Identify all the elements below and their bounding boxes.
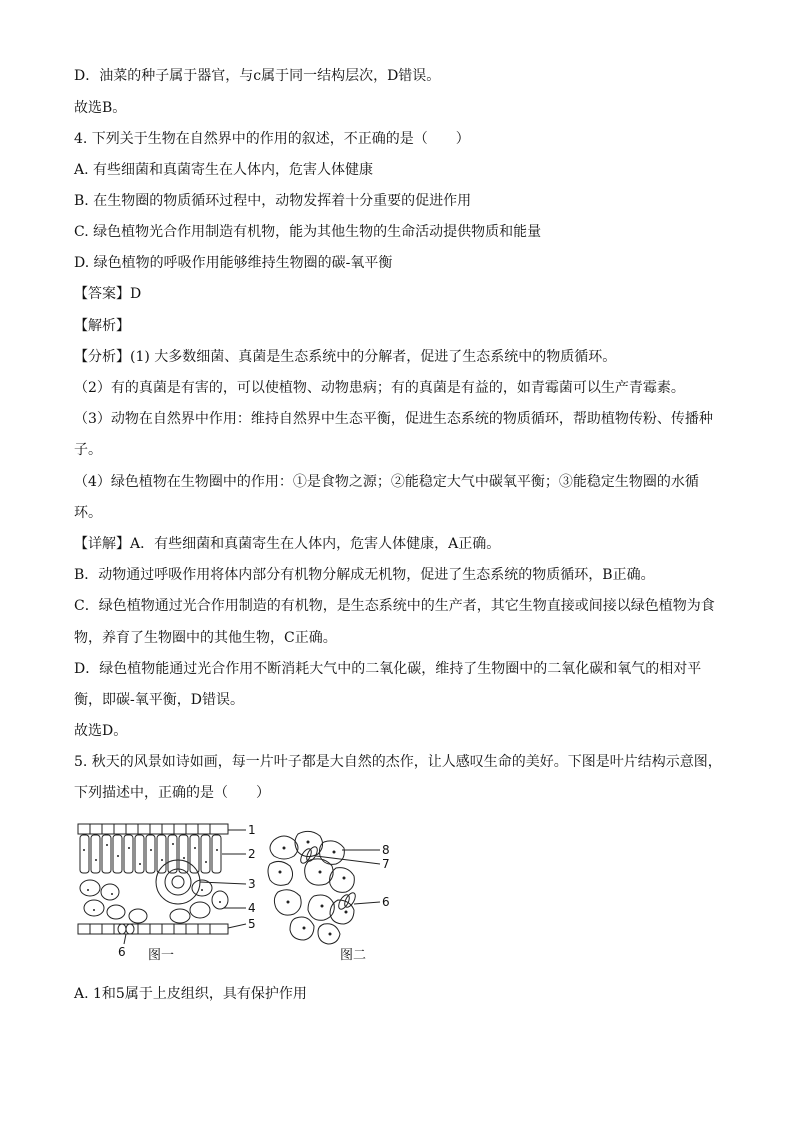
detail-text: 【详解】A．有些细菌和真菌寄生在人体内，危害人体健康，A正确。	[74, 536, 501, 552]
question-5-option-a: A. 1和5属于上皮组织，具有保护作用	[74, 986, 307, 1002]
detail-text: B．动物通过呼吸作用将体内部分有机物分解成无机物，促进了生态系统的物质循环，B正确。	[74, 567, 655, 583]
label-7: 7	[382, 857, 390, 871]
label-6-fig1: 6	[118, 945, 126, 959]
analysis-text: （2）有的真菌是有害的，可以使植物、动物患病；有的真菌是有益的，如青霉菌可以生产青霉素。	[74, 380, 685, 396]
analysis-label: 【解析】	[74, 318, 130, 334]
label-8: 8	[382, 843, 390, 857]
conclusion: 故选D。	[74, 723, 128, 739]
leaf-cross-section-diagram	[78, 824, 246, 944]
option-a: A. 有些细菌和真菌寄生在人体内，危害人体健康	[74, 162, 374, 178]
label-6-fig2: 6	[382, 895, 390, 909]
text-line: D．油菜的种子属于器官，与c属于同一结构层次，D错误。	[74, 68, 441, 84]
option-d: D. 绿色植物的呼吸作用能够维持生物圈的碳-氧平衡	[74, 255, 393, 271]
detail-text: C．绿色植物通过光合作用制造的有机物，是生态系统中的生产者，其它生物直接或间接以绿色植物为食	[74, 598, 715, 614]
question-4-stem: 4. 下列关于生物在自然界中的作用的叙述，不正确的是（ ）	[74, 131, 470, 147]
analysis-text: （3）动物在自然界中作用：维持自然界中生态平衡，促进生态系统的物质循环，帮助植物传粉、传播种	[74, 411, 713, 427]
figure-2-caption: 图二	[340, 948, 367, 963]
label-1: 1	[248, 823, 256, 837]
question-5-stem: 5. 秋天的风景如诗如画，每一片叶子都是大自然的杰作，让人感叹生命的美好。下图是叶片结构示意图，	[74, 754, 722, 770]
question-5-stem: 下列描述中，正确的是（ ）	[74, 785, 270, 801]
label-3: 3	[248, 877, 256, 891]
chloroplast-dots	[83, 843, 221, 911]
analysis-text: （4）绿色植物在生物圈中的作用：①是食物之源；②能稳定大气中碳氧平衡；③能稳定生物圈的水循	[74, 474, 699, 490]
label-4: 4	[248, 901, 256, 915]
detail-text: D．绿色植物能通过光合作用不断消耗大气中的二氧化碳，维持了生物圈中的二氧化碳和氧气的相对平	[74, 661, 702, 677]
leaf-structure-figure	[74, 820, 414, 970]
answer-label: 【答案】D	[74, 286, 142, 302]
label-2: 2	[248, 847, 256, 861]
analysis-text: 子。	[74, 442, 102, 458]
nucleus-dots	[279, 841, 348, 936]
text-line: 故选B。	[74, 100, 127, 116]
analysis-text: 【分析】(1) 大多数细菌、真菌是生态系统中的分解者，促进了生态系统中的物质循环。	[74, 349, 617, 365]
option-b: B. 在生物圈的物质循环过程中，动物发挥着十分重要的促进作用	[74, 193, 472, 209]
analysis-text: 环。	[74, 505, 102, 521]
label-5: 5	[248, 917, 256, 931]
option-c: C. 绿色植物光合作用制造有机物，能为其他生物的生命活动提供物质和能量	[74, 224, 542, 240]
detail-text: 物，养育了生物圈中的其他生物，C正确。	[74, 630, 337, 646]
figure-1-caption: 图一	[148, 948, 175, 963]
detail-text: 衡，即碳-氧平衡，D错误。	[74, 692, 244, 708]
